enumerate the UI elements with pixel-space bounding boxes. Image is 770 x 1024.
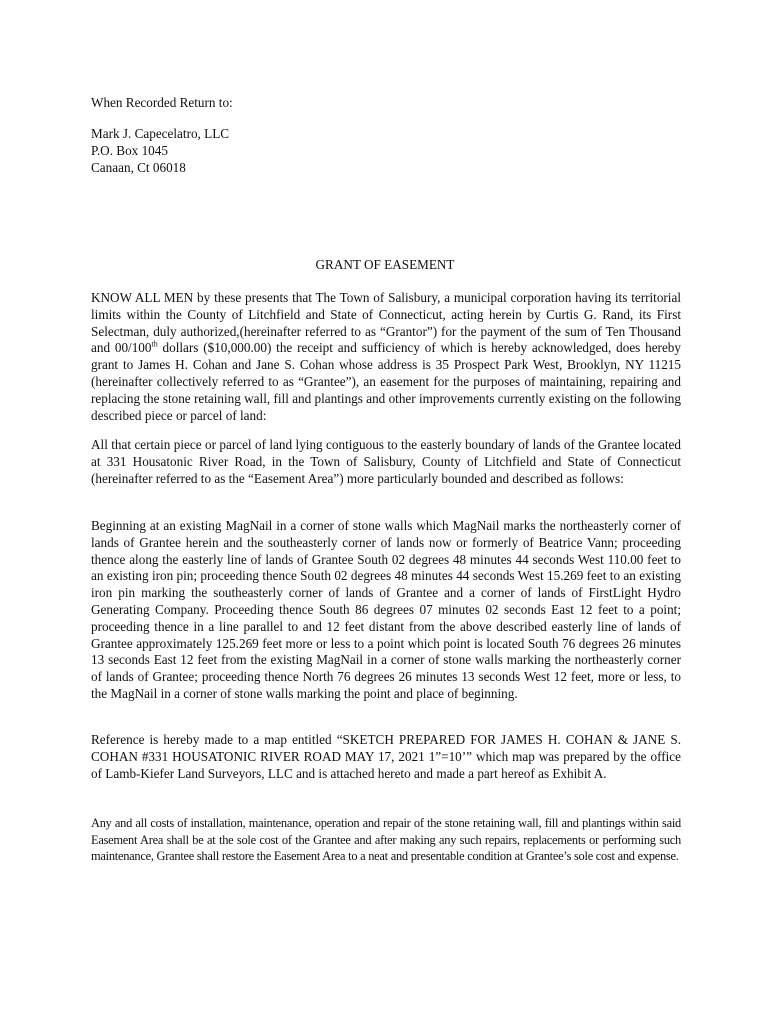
grant-paragraph-text bbox=[91, 290, 681, 424]
document-title: GRANT OF EASEMENT bbox=[315, 257, 455, 272]
return-name: Mark J. Capecelatro, LLC bbox=[91, 126, 230, 141]
grant-paragraph bbox=[91, 290, 681, 424]
easement-area-text: All that certain piece or parcel of land lying contiguous to the easterly boundary of lands of the Grantee located at 331 Housatonic River Road, in the Town of Salisbury, County of Litchfield and State of Connecticut (hereinafter referred to as the “Easement Area”) more particularly bounded and described as follows: bbox=[91, 437, 681, 486]
return-to-heading: When Recorded Return to: bbox=[91, 95, 233, 110]
return-city: Canaan, Ct 06018 bbox=[91, 159, 186, 175]
grant-text-part1: KNOW ALL MEN by these presents that The Town of Salisbury, a municipal corporation having its territorial limits within the County of Litchfield and State of Connecticut, acting herein by Curtis G. Rand, its First Selectman, duly authorized,(hereinafter referred to as “Grantor”) for the payment of the sum of Ten Thousand and 00/100 bbox=[91, 290, 681, 356]
easement-area-paragraph bbox=[91, 437, 681, 487]
costs-text: Any and all costs of installation, maintenance, operation and repair of the stone retaining wall, fill and plantings within said Easement Area shall be at the sole cost of the Grantee and after making any such repairs, replacements or performing such maintenance, Grantee shall restore the Easement Area to a neat and presentable condition at Grantee’s sole cost and expense. bbox=[91, 816, 681, 864]
map-reference-paragraph bbox=[91, 732, 681, 782]
ordinal-superscript: th bbox=[151, 340, 158, 349]
costs-paragraph bbox=[91, 815, 681, 865]
map-reference-text: Reference is hereby made to a map entitled “SKETCH PREPARED FOR JAMES H. COHAN & JANE S. COHAN #331 HOUSATONIC RIVER ROAD MAY 17, 2021 1”=10’” which map was prepared by the office of Lamb-Kiefer Land Surveyors, LLC and is attached hereto and made a part hereof as Exhibit A. bbox=[91, 732, 681, 781]
boundary-description-paragraph bbox=[91, 518, 681, 703]
return-po-box: P.O. Box 1045 bbox=[91, 142, 168, 158]
return-address bbox=[91, 126, 681, 176]
grant-text-part2: dollars ($10,000.00) the receipt and sufficiency of which is hereby acknowledged, does hereby grant to James H. Cohan and Jane S. Cohan whose address is 35 Prospect Park West, Brooklyn, NY 11215 (hereinafter collectively referred to as “Grantee”), an easement for the purposes of maintaining, repairing and replacing the stone retaining wall, fill and plantings and other improvements currently existing on the following described piece or parcel of land: bbox=[91, 340, 681, 423]
boundary-description-text: Beginning at an existing MagNail in a corner of stone walls which MagNail marks the northeasterly corner of lands of Grantee herein and the southeasterly corner of lands now or formerly of Beatrice Vann; proceeding thence along the easterly line of lands of Grantee South 02 degrees 48 minutes 44 seconds West 110.00 feet to an existing iron pin; proceeding thence South 02 degrees 48 minutes 44 seconds West 15.269 feet to an existing iron pin marking the southeasterly corner of lands of Grantee and a corner of lands of FirstLight Hydro Generating Company. Proceeding thence South 86 degrees 07 minutes 02 seconds East 12 feet to a point; proceeding thence in a line parallel to and 12 feet distant from the above described easterly line of lands of Grantee approximately 125.269 feet more or less to a point which point is located South 76 degrees 26 minutes 13 seconds East 12 feet from the existing MagNail in a corner of stone walls marking the northeasterly corner of lands of Grantee; proceeding thence North 76 degrees 26 minutes 13 seconds West 12 feet, more or less, to the MagNail in a corner of stone walls marking the point and place of beginning. bbox=[91, 518, 681, 701]
